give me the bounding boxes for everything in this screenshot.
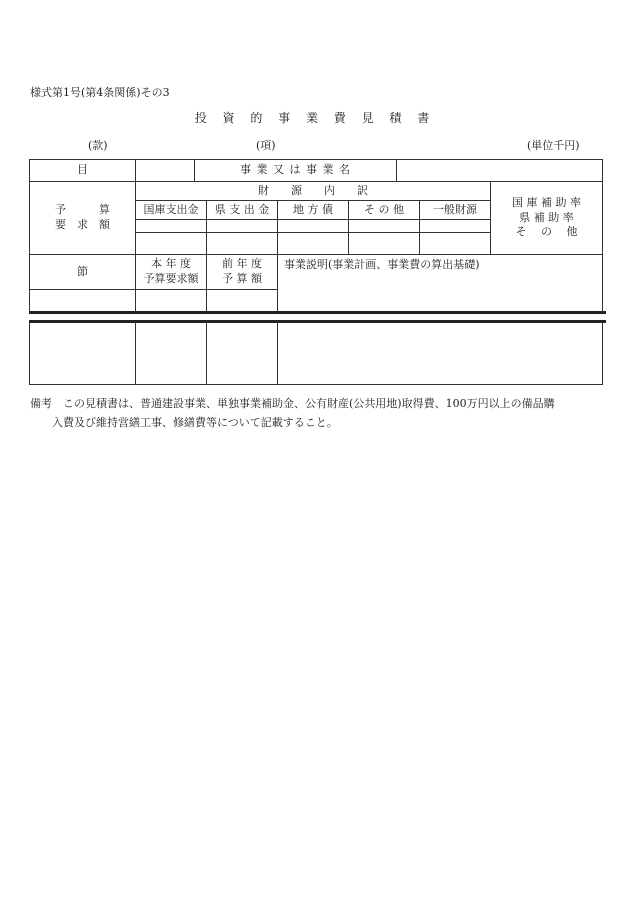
zennendo-line: 前 年 度	[222, 257, 262, 271]
table-border-bottom	[29, 384, 603, 385]
honnendo-line: 本 年 度	[151, 257, 191, 271]
header-yosan-yokyugaku	[30, 182, 135, 254]
table-col-rule	[396, 159, 397, 181]
header-honnendo-yokyugaku	[136, 255, 206, 289]
header-moku: 目	[77, 163, 88, 177]
ken-hojoritsu-line: 県 補 助 率	[519, 210, 574, 224]
table-rule	[135, 219, 491, 220]
sonota-line: そ の 他	[515, 225, 578, 239]
header-ken-shishutsukin: 県 支 出 金	[214, 202, 270, 216]
form-number-label: 様式第1号(第4条関係)その3	[30, 86, 170, 99]
document-title: 投 資 的 事 業 費 見 積 書	[194, 111, 436, 125]
table-rule	[29, 289, 278, 290]
header-kokko-shishutsukin: 国庫支出金	[143, 202, 199, 216]
yokyugaku-line: 要 求 額	[55, 218, 110, 231]
header-zennendo-yosangaku	[207, 255, 277, 289]
header-zaigen-uchiwake: 財 源 内 訳	[258, 183, 368, 197]
header-chihousai: 地 方 債	[293, 202, 333, 216]
header-ippan-zaigen: 一般財源	[433, 202, 477, 216]
remarks-line-1: 備考 この見積書は、普通建設事業、単独事業補助金、公有財産(公共用地)取得費、100万円以上の備品購	[30, 397, 555, 410]
remarks-note	[30, 394, 610, 432]
double-rule-top	[29, 311, 606, 314]
header-jigyo-name: 事 業 又 は 事 業 名	[240, 163, 351, 177]
table-col-rule	[277, 322, 278, 385]
table-col-rule	[206, 322, 207, 385]
header-jigyo-setsumei: 事業説明(事業計画、事業費の算出基礎)	[284, 258, 480, 271]
double-rule-bottom	[29, 320, 606, 323]
kou-label: (項)	[256, 139, 276, 152]
header-sonota: そ の 他	[364, 202, 404, 216]
table-border-right	[602, 322, 603, 385]
unit-label: (単位千円)	[527, 139, 580, 152]
table-col-rule	[135, 322, 136, 385]
header-hojoritsu	[491, 182, 602, 254]
yosan-line: 予 算	[55, 203, 110, 217]
remarks-line-2: 入費及び維持営繕工事、修繕費等について記載すること。	[52, 416, 338, 429]
header-setsu: 節	[77, 264, 88, 278]
kan-label: (款)	[88, 139, 108, 152]
table-rule	[135, 232, 491, 233]
table-border-right	[602, 159, 603, 312]
yosangaku-line: 予 算 額	[222, 272, 262, 285]
kokko-hojoritsu-line: 国 庫 補 助 率	[512, 195, 581, 209]
table-border-left	[29, 322, 30, 385]
yokyugaku-line: 予算要求額	[143, 272, 199, 285]
